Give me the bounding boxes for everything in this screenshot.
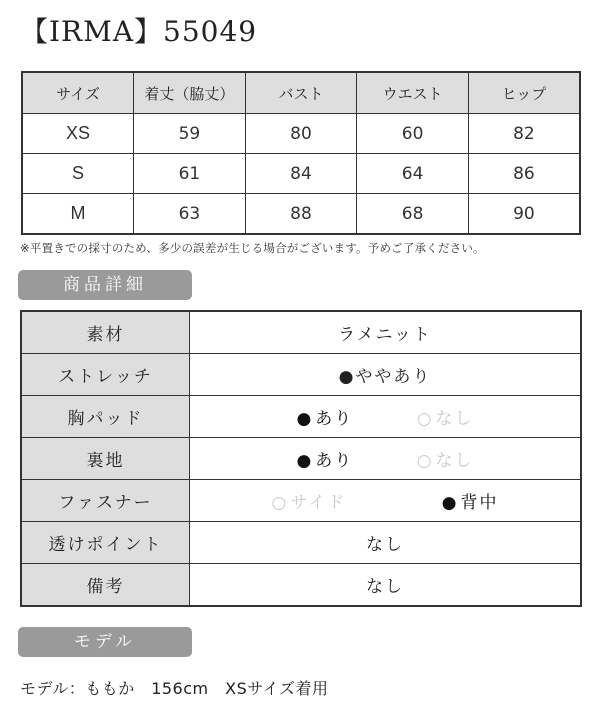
- header-size: サイズ: [22, 72, 134, 114]
- filled-circle-icon: ●: [296, 409, 314, 429]
- size-cell: M: [22, 194, 134, 235]
- bust-cell: 84: [245, 154, 357, 194]
- stretch-value: ややあり: [355, 367, 432, 387]
- size-cell: XS: [22, 114, 134, 154]
- detail-row-lining: [21, 438, 581, 480]
- hip-cell: 86: [468, 154, 580, 194]
- detail-value: [190, 354, 582, 396]
- option-unselected: [417, 446, 474, 471]
- option-text: サイド: [290, 493, 347, 513]
- detail-label: 裏地: [21, 438, 190, 480]
- product-details-label: 商品詳細: [18, 270, 192, 300]
- header-length: 着丈（脇丈）: [134, 72, 246, 114]
- model-info: モデル：ももか 156cm XSサイズ着用: [20, 679, 329, 698]
- empty-circle-icon: ○: [271, 493, 289, 513]
- option-selected: [296, 446, 353, 471]
- detail-options: [190, 480, 582, 522]
- hip-cell: 82: [468, 114, 580, 154]
- size-cell: S: [22, 154, 134, 194]
- empty-circle-icon: ○: [416, 409, 434, 429]
- length-cell: 63: [134, 194, 246, 235]
- length-cell: 61: [134, 154, 246, 194]
- filled-circle-icon: ●: [338, 367, 356, 387]
- bust-cell: 88: [245, 194, 357, 235]
- bust-cell: 80: [245, 114, 357, 154]
- filled-circle-icon: ●: [441, 493, 459, 513]
- detail-options: [190, 438, 582, 480]
- option-text: あり: [315, 451, 354, 471]
- table-row: [22, 154, 580, 194]
- detail-value: ラメニット: [190, 311, 582, 354]
- option-unselected: [272, 488, 347, 513]
- waist-cell: 64: [357, 154, 469, 194]
- detail-label: 備考: [21, 564, 190, 607]
- product-title: 【IRMA】55049: [20, 15, 258, 48]
- detail-label: 透けポイント: [21, 522, 190, 564]
- detail-row-material: [21, 311, 581, 354]
- option-text: 背中: [460, 493, 499, 513]
- size-chart-header-row: [22, 72, 580, 114]
- waist-cell: 60: [357, 114, 469, 154]
- detail-row-fastener: [21, 480, 581, 522]
- hip-cell: 90: [468, 194, 580, 235]
- product-details-table: [20, 310, 582, 607]
- detail-label: 胸パッド: [21, 396, 190, 438]
- detail-label: ストレッチ: [21, 354, 190, 396]
- detail-label: 素材: [21, 311, 190, 354]
- detail-row-stretch: [21, 354, 581, 396]
- empty-circle-icon: ○: [416, 451, 434, 471]
- detail-value: なし: [190, 522, 582, 564]
- option-selected: [296, 404, 353, 429]
- detail-row-sheer-point: [21, 522, 581, 564]
- filled-circle-icon: ●: [296, 451, 314, 471]
- detail-row-bust-pad: [21, 396, 581, 438]
- detail-row-remarks: [21, 564, 581, 607]
- detail-label: ファスナー: [21, 480, 190, 522]
- table-row: [22, 194, 580, 235]
- detail-options: [190, 396, 582, 438]
- measurement-note: ※平置きでの採寸のため、多少の誤差が生じる場合がございます。予めご了承ください。: [20, 241, 485, 255]
- option-selected: [442, 488, 499, 513]
- header-waist: ウエスト: [357, 72, 469, 114]
- length-cell: 59: [134, 114, 246, 154]
- table-row: [22, 114, 580, 154]
- detail-value: なし: [190, 564, 582, 607]
- header-bust: バスト: [245, 72, 357, 114]
- option-text: あり: [315, 409, 354, 429]
- option-text: なし: [435, 451, 474, 471]
- size-chart-table: [21, 71, 581, 235]
- option-text: なし: [435, 409, 474, 429]
- waist-cell: 68: [357, 194, 469, 235]
- header-hip: ヒップ: [468, 72, 580, 114]
- model-section-label: モデル: [18, 627, 192, 657]
- option-unselected: [417, 404, 474, 429]
